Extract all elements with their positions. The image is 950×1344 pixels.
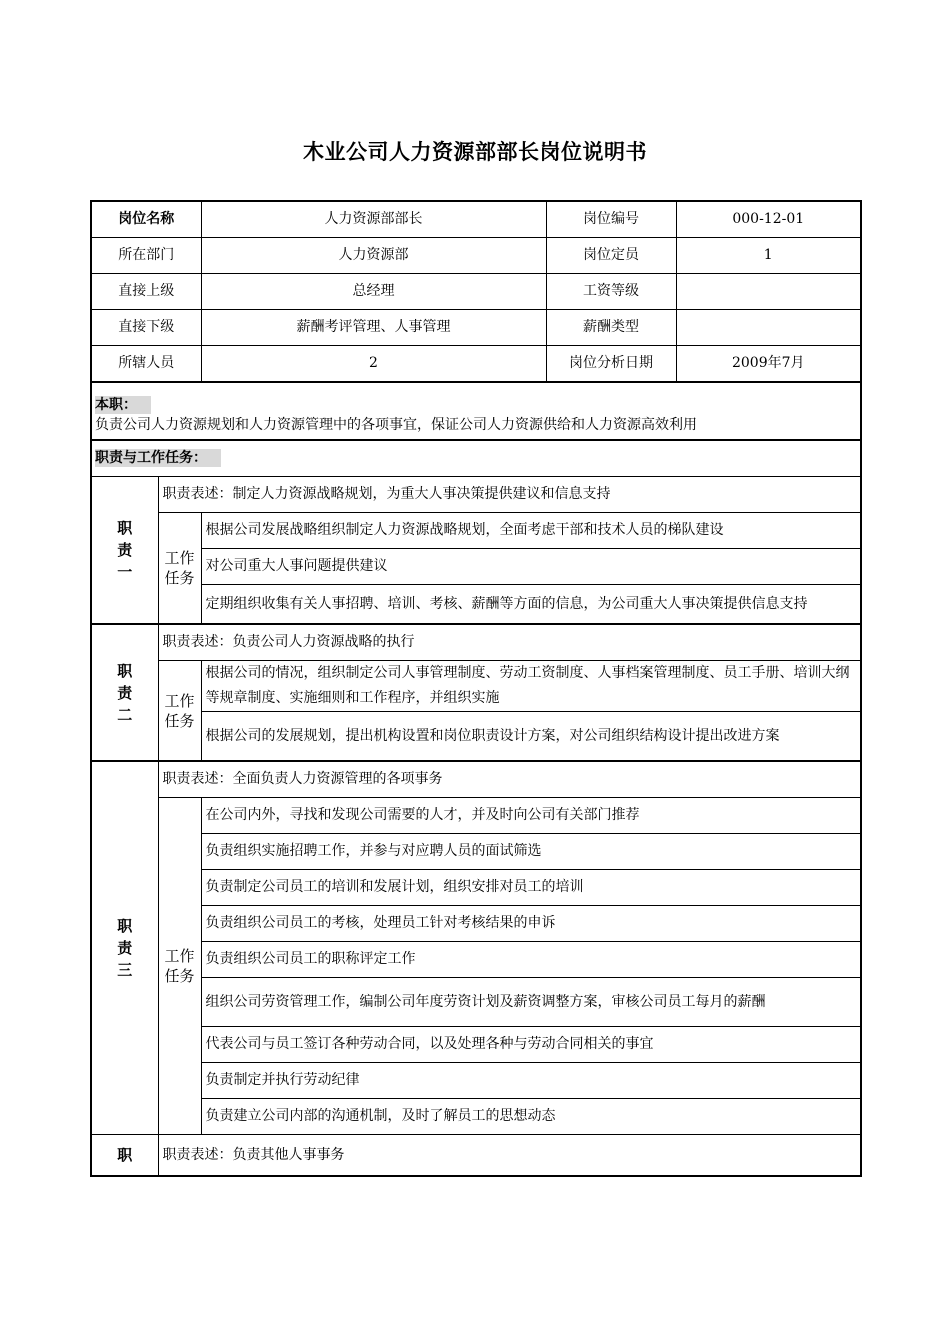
task-row: [91, 834, 861, 870]
task-row: [91, 942, 861, 978]
duty-label-char: 职: [117, 661, 133, 680]
header-row: [91, 274, 861, 310]
task-item: 根据公司的发展规划，提出机构设置和岗位职责设计方案，对公司组织结构设计提出改进方案: [201, 712, 861, 762]
duty-label-char: 职: [117, 1146, 133, 1164]
task-item: 负责制定公司员工的培训和发展计划，组织安排对员工的培训: [201, 870, 861, 906]
task-label-text: 工作任务: [164, 947, 195, 985]
task-row: [91, 1099, 861, 1135]
task-item: 在公司内外，寻找和发现公司需要的人才，并及时向公司有关部门推荐: [201, 798, 861, 834]
header-value: 2: [201, 346, 546, 383]
header-value: 总经理: [201, 274, 546, 310]
task-label: [158, 661, 201, 762]
duty-statement-row: [91, 1135, 861, 1177]
duty-label: [91, 1135, 158, 1177]
task-label-text: 工作任务: [164, 549, 195, 587]
duty-statement-row: [91, 624, 861, 661]
header-label: 岗位定员: [546, 238, 676, 274]
header-row: [91, 310, 861, 346]
duty-statement: 职责表述：负责其他人事事务: [158, 1135, 861, 1177]
task-row: [91, 585, 861, 625]
header-value: [676, 310, 861, 346]
header-value: 000-12-01: [676, 201, 861, 238]
task-item: 负责制定并执行劳动纪律: [201, 1063, 861, 1099]
header-label: 所辖人员: [91, 346, 201, 383]
header-value: [676, 274, 861, 310]
duties-title: 职责与工作任务：: [95, 449, 221, 467]
job-description-sheet: [90, 200, 860, 1177]
task-item: 负责组织公司员工的考核，处理员工针对考核结果的申诉: [201, 906, 861, 942]
task-label-text: 工作任务: [164, 691, 195, 730]
duties-title-cell: [91, 440, 861, 477]
task-row: [91, 549, 861, 585]
task-item: 对公司重大人事问题提供建议: [201, 549, 861, 585]
duty-statement-row: [91, 477, 861, 513]
header-row: [91, 238, 861, 274]
duty-label-char: 职: [117, 917, 133, 935]
duty-statement: 职责表述：负责公司人力资源战略的执行: [158, 624, 861, 661]
task-item: 负责建立公司内部的沟通机制，及时了解员工的思想动态: [201, 1099, 861, 1135]
duty-statement: 职责表述：制定人力资源战略规划，为重大人事决策提供建议和信息支持: [158, 477, 861, 513]
duty-label-char: 二: [117, 705, 133, 724]
header-label: 岗位编号: [546, 201, 676, 238]
task-item: 负责组织公司员工的职称评定工作: [201, 942, 861, 978]
benzhi-title: 本职：: [95, 396, 151, 414]
task-item: 根据公司发展战略组织制定人力资源战略规划，全面考虑干部和技术人员的梯队建设: [201, 513, 861, 549]
page-title: 木业公司人力资源部部长岗位说明书: [303, 140, 647, 164]
task-row: [91, 1063, 861, 1099]
task-row: [91, 661, 861, 712]
duty-label: [91, 477, 158, 625]
task-label: [158, 513, 201, 625]
duty-label-char: 三: [117, 961, 133, 979]
task-item: 组织公司劳资管理工作，编制公司年度劳资计划及薪资调整方案，审核公司员工每月的薪酬: [201, 978, 861, 1027]
duty-label-char: 责: [117, 683, 133, 702]
header-value: 1: [676, 238, 861, 274]
header-value: 人力资源部: [201, 238, 546, 274]
task-item: 定期组织收集有关人事招聘、培训、考核、薪酬等方面的信息，为公司重大人事决策提供信息支持: [201, 585, 861, 625]
task-item: 负责组织实施招聘工作，并参与对应聘人员的面试筛选: [201, 834, 861, 870]
header-value: 2009年7月: [676, 346, 861, 383]
duty-label-char: 一: [117, 563, 133, 581]
duty-label-char: 职: [117, 519, 133, 537]
duty-label: [91, 624, 158, 761]
header-label: 所在部门: [91, 238, 201, 274]
benzhi-row: [91, 382, 861, 440]
job-description-table: [90, 200, 862, 1177]
task-item: 根据公司的情况，组织制定公司人事管理制度、劳动工资制度、人事档案管理制度、员工手册、培训大纲等规章制度、实施细则和工作程序，并组织实施: [201, 661, 861, 712]
benzhi-cell: [91, 382, 861, 440]
task-row: [91, 798, 861, 834]
duty-label-char: 责: [117, 541, 133, 559]
task-row: [91, 906, 861, 942]
header-label: 直接下级: [91, 310, 201, 346]
task-row: [91, 978, 861, 1027]
header-value: 薪酬考评管理、人事管理: [201, 310, 546, 346]
header-row: [91, 201, 861, 238]
duty-statement: 职责表述：全面负责人力资源管理的各项事务: [158, 761, 861, 798]
header-row: [91, 346, 861, 383]
duty-label: [91, 761, 158, 1135]
task-row: [91, 1027, 861, 1063]
task-row: [91, 712, 861, 762]
header-label: 岗位名称: [91, 201, 201, 238]
duty-statement-row: [91, 761, 861, 798]
header-label: 薪酬类型: [546, 310, 676, 346]
header-label: 工资等级: [546, 274, 676, 310]
header-label: 岗位分析日期: [546, 346, 676, 383]
task-label: [158, 798, 201, 1135]
duties-title-row: [91, 440, 861, 477]
duty-label-char: 责: [117, 939, 133, 957]
task-row: [91, 513, 861, 549]
task-row: [91, 870, 861, 906]
benzhi-text: 负责公司人力资源规划和人力资源管理中的各项事宜，保证公司人力资源供给和人力资源高效利用: [95, 417, 697, 433]
header-value: 人力资源部部长: [201, 201, 546, 238]
task-item: 代表公司与员工签订各种劳动合同，以及处理各种与劳动合同相关的事宜: [201, 1027, 861, 1063]
header-label: 直接上级: [91, 274, 201, 310]
